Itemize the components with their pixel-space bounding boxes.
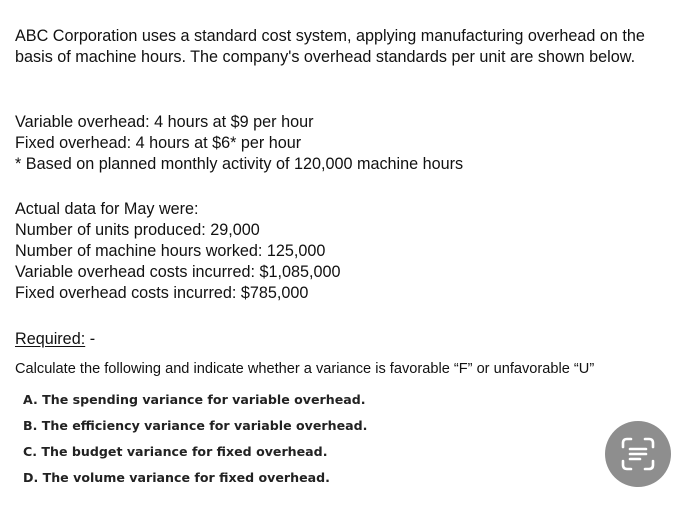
actual-data [15, 199, 675, 304]
variable-overhead-standard: Variable overhead: 4 hours at $9 per hour [15, 113, 314, 131]
overhead-standards [15, 112, 675, 175]
units-produced: Number of units produced: 29,000 [15, 221, 260, 239]
task-c: C. The budget variance for fixed overhead. [23, 444, 328, 459]
text-scan-button[interactable] [605, 421, 671, 487]
instructions: Calculate the following and indicate whether a variance is favorable “F” or unfavorable “U” [15, 361, 595, 377]
fixed-overhead-incurred: Fixed overhead costs incurred: $785,000 [15, 284, 309, 302]
text-scan-icon [618, 434, 658, 474]
task-a: A. The spending variance for variable overhead. [23, 392, 366, 407]
task-b: B. The efficiency variance for variable overhead. [23, 418, 368, 433]
machine-hours-worked: Number of machine hours worked: 125,000 [15, 242, 326, 260]
required-label: Required: [15, 330, 86, 348]
variable-overhead-incurred: Variable overhead costs incurred: $1,085,000 [15, 263, 341, 281]
required-suffix: - [85, 330, 96, 348]
required-heading [15, 329, 675, 350]
task-d: D. The volume variance for fixed overhead. [23, 470, 330, 485]
intro-paragraph [15, 26, 675, 68]
intro-text: ABC Corporation uses a standard cost system, applying manufacturing overhead on the basis of machine hours. The company's overhead standards per unit are shown below. [15, 27, 645, 66]
fixed-overhead-standard: Fixed overhead: 4 hours at $6* per hour [15, 134, 302, 152]
task-list [23, 387, 367, 491]
actual-data-heading: Actual data for May were: [15, 200, 199, 218]
planned-activity-note: * Based on planned monthly activity of 120,000 machine hours [15, 155, 464, 173]
